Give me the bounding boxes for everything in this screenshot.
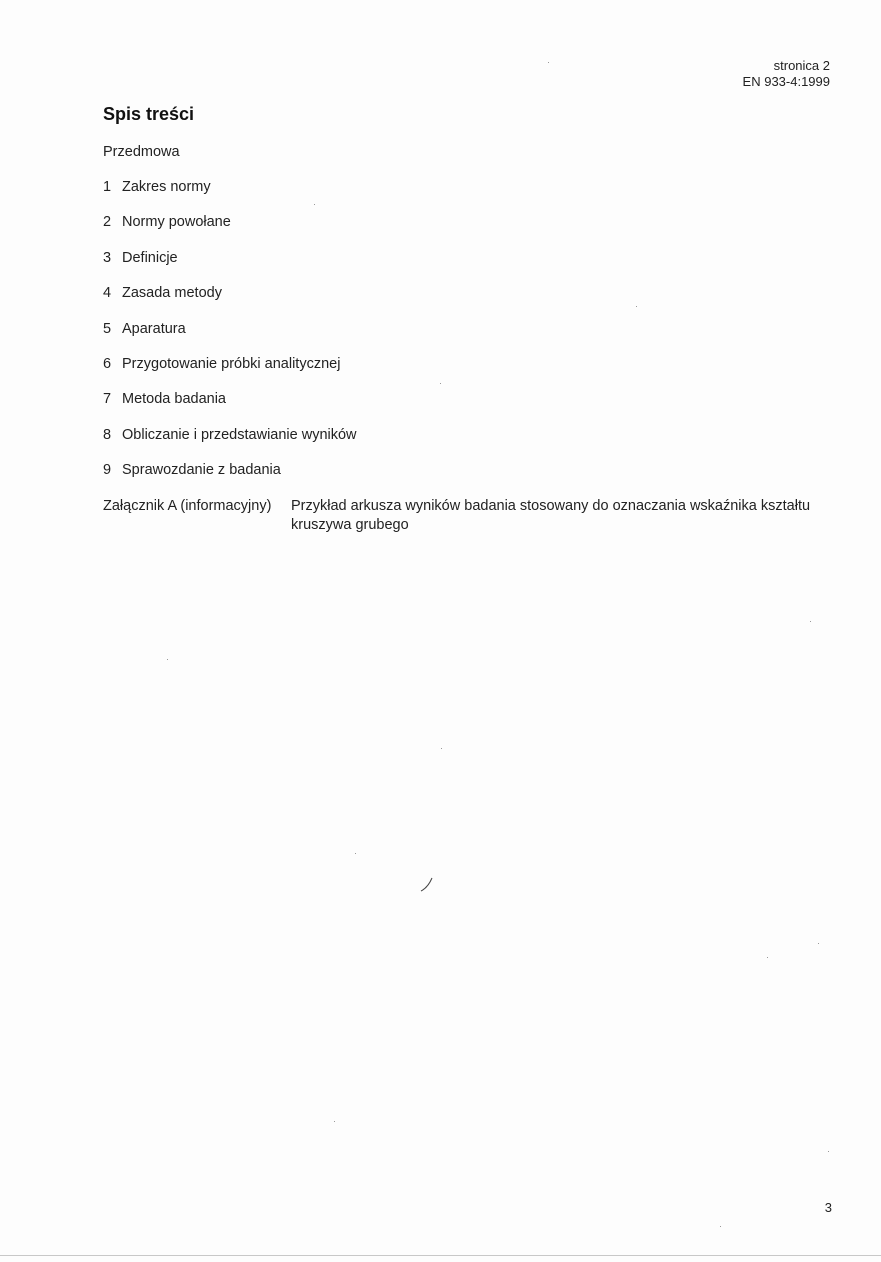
toc-item-7 — [103, 391, 357, 426]
toc-label: Normy powołane — [122, 214, 231, 231]
scan-speck — [334, 1121, 335, 1122]
page-label: stronica 2 — [773, 58, 830, 73]
toc-number: 8 — [103, 426, 112, 443]
page-number: 3 — [824, 1200, 832, 1215]
scan-speck — [636, 306, 637, 307]
scan-speck — [441, 748, 442, 749]
toc-number: 6 — [103, 355, 112, 372]
annex-label: Załącznik A (informacyjny) — [103, 498, 272, 514]
toc-label: Aparatura — [122, 320, 186, 337]
toc-annex — [103, 497, 843, 535]
table-of-contents — [103, 179, 357, 498]
annex-title: Przykład arkusza wyników badania stosowany do oznaczania wskaźnika kształtu kruszywa grubego — [291, 498, 811, 533]
toc-number: 1 — [103, 179, 112, 195]
page-header — [743, 58, 830, 90]
page-title: Spis treści — [103, 104, 195, 124]
toc-item-6 — [103, 356, 357, 391]
scan-speck — [767, 957, 768, 958]
toc-number: 9 — [103, 462, 112, 479]
toc-label: Zakres normy — [122, 179, 211, 195]
toc-item-8 — [103, 427, 357, 462]
scan-speck — [828, 1151, 829, 1152]
scan-speck — [810, 621, 811, 622]
toc-number: 4 — [103, 285, 112, 302]
toc-preface: Przedmowa — [103, 144, 180, 160]
toc-item-9 — [103, 462, 357, 497]
toc-number: 5 — [103, 320, 112, 337]
toc-number: 2 — [103, 214, 112, 231]
toc-label: Zasada metody — [122, 285, 222, 302]
toc-label: Przygotowanie próbki analitycznej — [122, 355, 341, 372]
scan-speck — [720, 1226, 721, 1227]
scan-speck — [314, 204, 315, 205]
toc-number: 7 — [103, 391, 112, 408]
scan-speck — [355, 853, 356, 854]
toc-label: Metoda badania — [122, 391, 226, 408]
toc-item-3 — [103, 250, 357, 285]
scan-edge-line — [0, 1255, 881, 1256]
standard-number: EN 933-4:1999 — [742, 74, 830, 89]
toc-item-4 — [103, 285, 357, 320]
pen-mark — [420, 876, 434, 892]
toc-label: Sprawozdanie z badania — [122, 462, 281, 479]
toc-label: Obliczanie i przedstawianie wyników — [122, 426, 357, 443]
toc-label: Definicje — [122, 249, 178, 266]
toc-number: 3 — [103, 249, 112, 266]
toc-item-2 — [103, 214, 357, 249]
scan-speck — [548, 62, 549, 63]
scan-speck — [818, 943, 819, 944]
toc-item-1 — [103, 179, 357, 214]
toc-item-5 — [103, 321, 357, 356]
scan-speck — [440, 383, 441, 384]
scan-speck — [167, 659, 168, 660]
